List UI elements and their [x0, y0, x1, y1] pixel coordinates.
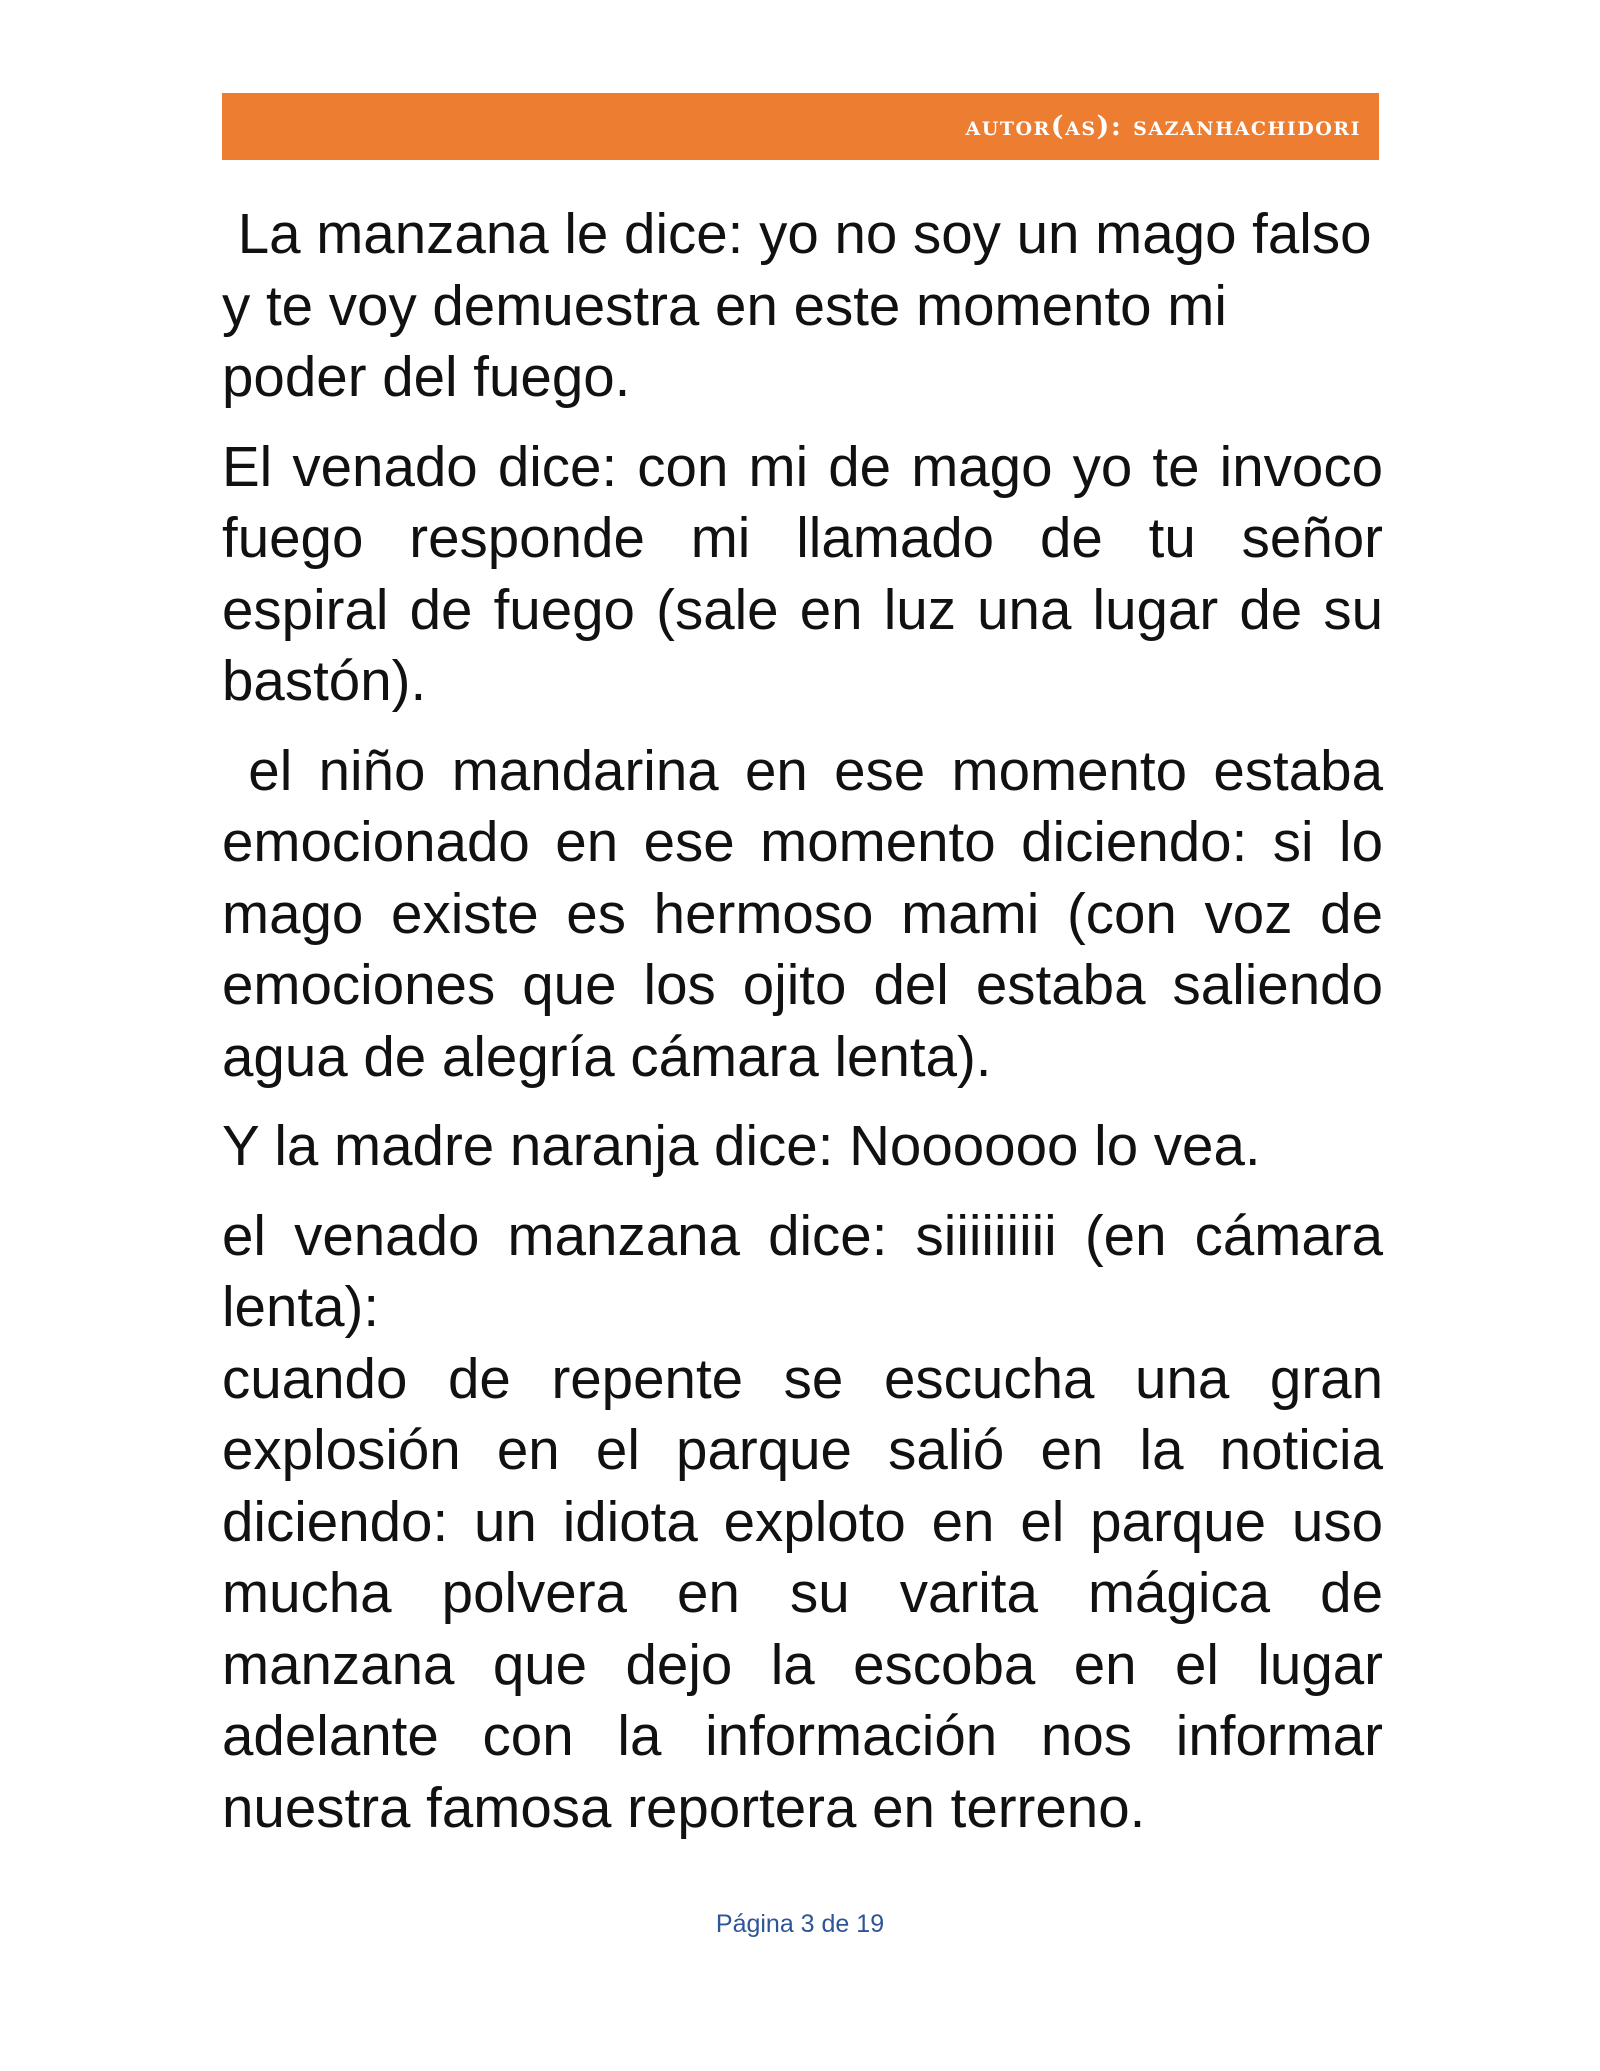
paragraph: Y la madre naranja dice: Noooooo lo vea.	[222, 1114, 1261, 1177]
paragraph: el niño mandarina en ese momento estaba emocionado en ese momento diciendo: si lo mago existe es hermoso mami (con voz de emociones que los ojito del estaba saliendo agua de alegría cámara lenta).	[222, 738, 1383, 1088]
author-label: autor(as): sazanhachidori	[965, 111, 1361, 142]
paragraph: cuando de repente se escucha una gran explosión en el parque salió en la noticia diciendo: un idiota exploto en el parque uso mucha polvera en su varita mágica de manzana que dejo la escoba en el lugar adelante con la información nos informar nuestra famosa reportera en terreno.	[222, 1346, 1383, 1839]
paragraph: La manzana le dice: yo no soy un mago falso y te voy demuestra en este momento mi poder del fuego.	[222, 202, 1372, 408]
document-body	[222, 198, 1383, 1861]
paragraph: El venado dice: con mi de mago yo te invoco fuego responde mi llamado de tu señor espiral de fuego (sale en luz una lugar de su bastón).	[222, 434, 1383, 712]
page-number: Página 3 de 19	[715, 1910, 885, 1938]
header-bar	[222, 93, 1379, 160]
paragraph: el venado manzana dice: siiiiiiiii (en cámara lenta):	[222, 1203, 1383, 1338]
